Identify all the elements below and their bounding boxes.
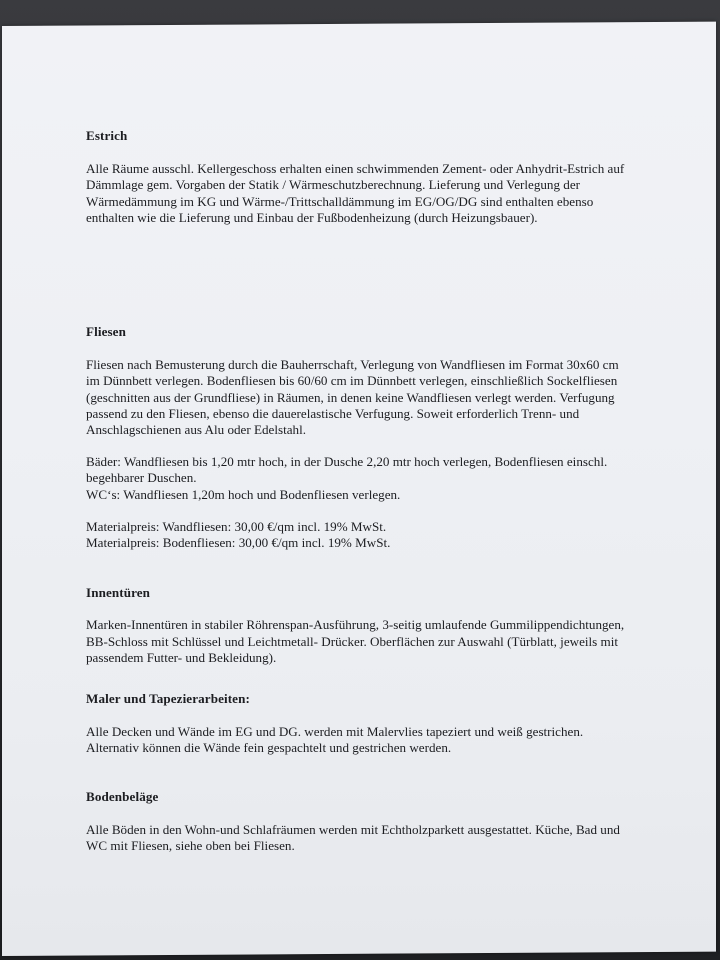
document-body [86,103,626,854]
section-heading-bodenbelaege: Bodenbeläge [86,788,159,804]
fliesen-price-wall: Materialpreis: Wandfliesen: 30,00 €/qm incl. 19% MwSt. [86,518,387,534]
maler-paragraph: Alle Decken und Wände im EG und DG. werden mit Malervlies tapeziert und weiß gestrichen. Alternativ können die Wände fein gespachtelt und gestrichen werden. [86,724,584,756]
fliesen-price-floor: Materialpreis: Bodenfliesen: 30,00 €/qm incl. 19% MwSt. [86,535,391,551]
section-heading-estrich: Estrich [86,128,128,143]
fliesen-paragraph-wc: WC‘s: Wandfliesen 1,20m hoch und Bodenfliesen verlegen. [86,486,401,502]
innentueren-paragraph: Marken-Innentüren in stabiler Röhrenspan-Ausführung, 3-seitig umlaufende Gummilippendichtungen, BB-Schloss mit Schlüssel und Leichtmetall- Drücker. Oberflächen zur Auswahl (Türblatt, jeweils mit passendem Futter- und Bekleidung). [86,617,625,665]
fliesen-paragraph-baeder: Bäder: Wandfliesen bis 1,20 mtr hoch, in der Dusche 2,20 mtr hoch verlegen, Bodenfliesen einschl. begehbarer Duschen. [86,454,608,486]
fliesen-paragraph-main: Fliesen nach Bemusterung durch die Bauherrschaft, Verlegung von Wandfliesen im Format 30x60 cm im Dünnbett verlegen. Bodenfliesen bis 60/60 cm im Dünnbett verlegen, einschließlich Sockelfliesen (geschnitten aus der Grundfliese) in Räumen, in denen keine Wandfliesen verlegt werden. Verfugung passend zu den Fliesen, ebenso die dauerelastische Verfugung. Soweit erforderlich Trenn- und Anschlagschienen aus Alu oder Edelstahl. [86,357,619,438]
bodenbelaege-paragraph: Alle Böden in den Wohn-und Schlafräumen werden mit Echtholzparkett ausgestattet. Küche, Bad und WC mit Fliesen, siehe oben bei Fliesen. [86,821,620,854]
section-heading-innentueren: Innentüren [86,585,151,601]
section-heading-maler: Maler und Tapezierarbeiten: [86,691,250,707]
estrich-paragraph: Alle Räume ausschl. Kellergeschoss erhalten einen schwimmenden Zement- oder Anhydrit-Estrich auf Dämmlage gem. Vorgaben der Statik / Wärmeschutzberechnung. Lieferung und Verlegung der Wärmedämmung im KG und Wärme-/Trittschalldämmung im EG/OG/DG sind enthalten ebenso enthalten wie die Lieferung und Einbau der Fußbodenheizung (durch Heizungsbauer). [86,161,625,225]
section-heading-fliesen: Fliesen [86,324,126,340]
